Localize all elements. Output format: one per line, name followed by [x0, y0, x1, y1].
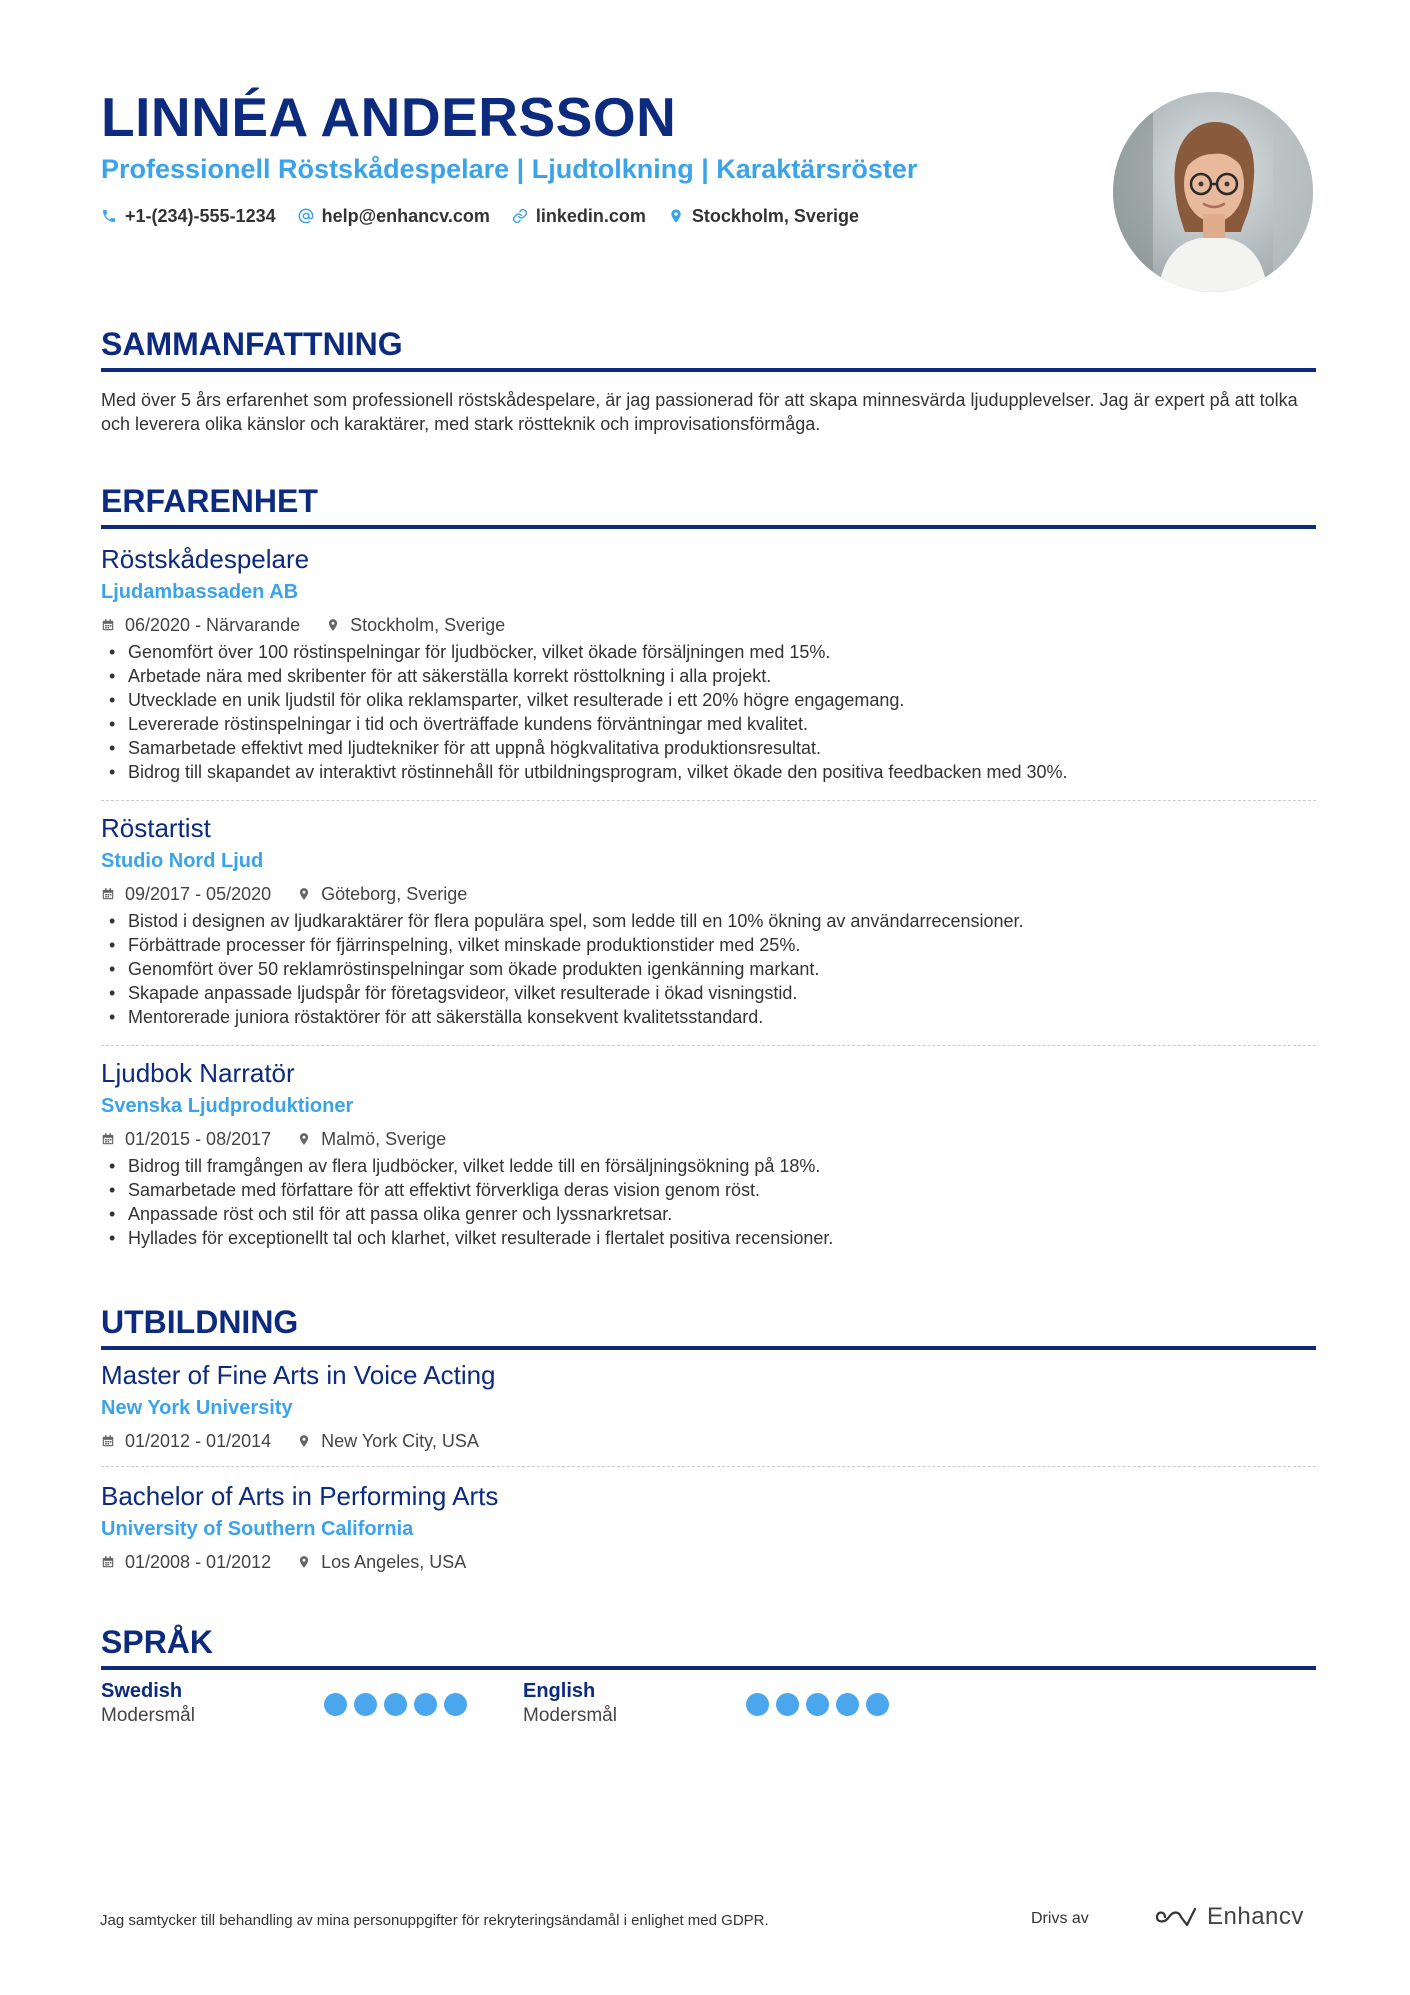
bullet-item: • Utvecklade en unik ljudstil för olika reklamsparter, vilket resulterade i ett 20% högre engagemang.: [101, 688, 1316, 712]
education-meta: [101, 1549, 1316, 1575]
job-dates: 01/2015 - 08/2017: [125, 1129, 272, 1149]
education-location: New York City, USA: [321, 1431, 479, 1451]
rating-dot: [776, 1693, 799, 1716]
summary-text: Med över 5 års erfarenhet som professionell röstskådespelare, är jag passionerad för att skapa minnesvärda ljudupplevelser. Jag är expert på att tolka och leverera olika känslor och karaktärer, med stark röstteknik och improvisationsförmåga.: [101, 390, 1298, 434]
location-text: Stockholm, Sverige: [691, 206, 859, 226]
entry-divider: [101, 800, 1316, 801]
language-level: Modersmål: [101, 1705, 195, 1726]
contact-phone[interactable]: [101, 203, 276, 229]
job-title: Röstartist: [101, 813, 211, 843]
bullet-item: • Samarbetade effektivt med ljudtekniker för att uppnå högkvalitativa produktionsresultat.: [101, 736, 1316, 760]
education-meta: [101, 1428, 1316, 1454]
phone-text: +1-(234)-555-1234: [125, 206, 276, 226]
language-rating: [324, 1693, 467, 1716]
link-icon: [512, 208, 528, 224]
job-title: Röstskådespelare: [101, 544, 310, 574]
rating-dot: [806, 1693, 829, 1716]
rating-dot: [384, 1693, 407, 1716]
bullet-item: • Genomfört över 100 röstinspelningar för ljudböcker, vilket ökade försäljningen med 15%.: [101, 640, 1316, 664]
location-pin-icon: [297, 1132, 311, 1146]
bullet-item: • Bidrog till framgången av flera ljudböcker, vilket ledde till en försäljningsökning på 18%.: [101, 1154, 1316, 1178]
bullet-item: • Levererade röstinspelningar i tid och överträffade kundens förväntningar med kvalitet.: [101, 712, 1316, 736]
calendar-icon: [101, 887, 115, 901]
job-bullets: [101, 909, 1316, 1029]
rating-dot: [836, 1693, 859, 1716]
job-location: Göteborg, Sverige: [321, 884, 468, 904]
bullet-item: • Bistod i designen av ljudkaraktärer för flera populära spel, som ledde till en 10% ökning av användarrecensioner.: [101, 909, 1316, 933]
at-sign-icon: [298, 208, 314, 224]
job-location: Stockholm, Sverige: [350, 615, 506, 635]
section-title-experience: ERFARENHET: [101, 481, 1316, 529]
brand-name: Enhancv: [1207, 1903, 1304, 1930]
linkedin-text: linkedin.com: [535, 206, 646, 226]
contact-email[interactable]: [298, 203, 490, 229]
enhancv-logo-icon: [1153, 1905, 1199, 1929]
experience-entry: [101, 811, 1316, 1029]
education-entry: [101, 1479, 1316, 1575]
bullet-item: • Mentorerade juniora röstaktörer för att säkerställa konsekvent kvalitetsstandard.: [101, 1005, 1316, 1029]
rating-dot: [746, 1693, 769, 1716]
job-meta: [101, 612, 1316, 638]
rating-dot: [866, 1693, 889, 1716]
language-item: [523, 1678, 617, 1728]
job-bullets: [101, 1154, 1316, 1250]
entry-divider: [101, 1466, 1316, 1467]
education-dates: 01/2008 - 01/2012: [125, 1552, 272, 1572]
profile-photo: [1113, 92, 1313, 292]
candidate-name: LINNÉA ANDERSSON: [101, 86, 677, 148]
section-title-summary: SAMMANFATTNING: [101, 324, 1316, 372]
calendar-icon: [101, 618, 115, 632]
job-meta: [101, 1126, 1316, 1152]
contact-linkedin[interactable]: [512, 203, 646, 229]
rating-dot: [414, 1693, 437, 1716]
school-name: New York University: [101, 1397, 293, 1419]
education-dates: 01/2012 - 01/2014: [125, 1431, 272, 1451]
company-name: Studio Nord Ljud: [101, 850, 264, 872]
section-title-languages: SPRÅK: [101, 1622, 1316, 1670]
gdpr-consent: Jag samtycker till behandling av mina personuppgifter för rekryteringsändamål i enlighet med GDPR.: [100, 1912, 769, 1929]
degree-title: Master of Fine Arts in Voice Acting: [101, 1360, 496, 1390]
experience-entry: [101, 1056, 1316, 1250]
company-name: Ljudambassaden AB: [101, 581, 299, 603]
enhancv-logo[interactable]: [1153, 1903, 1304, 1931]
rating-dot: [444, 1693, 467, 1716]
bullet-item: • Genomfört över 50 reklamröstinspelningar som ökade produkten igenkänning markant.: [101, 957, 1316, 981]
bullet-item: • Skapade anpassade ljudspår för företagsvideor, vilket resulterade i ökad visningstid.: [101, 981, 1316, 1005]
job-title: Ljudbok Narratör: [101, 1058, 295, 1088]
job-meta: [101, 881, 1316, 907]
language-name: English: [523, 1680, 596, 1702]
bullet-item: • Hyllades för exceptionellt tal och klarhet, vilket resulterade i flertalet positiva recensioner.: [101, 1226, 1316, 1250]
calendar-icon: [101, 1434, 115, 1448]
powered-by-label: Drivs av: [1031, 1910, 1089, 1927]
bullet-item: • Arbetade nära med skribenter för att säkerställa korrekt rösttolkning i alla projekt.: [101, 664, 1316, 688]
email-text: help@enhancv.com: [321, 206, 490, 226]
bullet-item: • Bidrog till skapandet av interaktivt röstinnehåll för utbildningsprogram, vilket ökade den positiva feedbacken med 30%.: [101, 760, 1316, 784]
bullet-item: • Förbättrade processer för fjärrinspelning, vilket minskade produktionstider med 25%.: [101, 933, 1316, 957]
contact-row: [101, 203, 859, 229]
location-pin-icon: [297, 1555, 311, 1569]
calendar-icon: [101, 1555, 115, 1569]
location-pin-icon: [668, 208, 684, 224]
phone-icon: [101, 208, 117, 224]
school-name: University of Southern California: [101, 1518, 414, 1540]
location-pin-icon: [326, 618, 340, 632]
language-level: Modersmål: [523, 1705, 617, 1726]
calendar-icon: [101, 1132, 115, 1146]
education-entry: [101, 1358, 1316, 1454]
language-rating: [746, 1693, 889, 1716]
language-item: [101, 1678, 195, 1728]
language-name: Swedish: [101, 1680, 183, 1702]
rating-dot: [324, 1693, 347, 1716]
degree-title: Bachelor of Arts in Performing Arts: [101, 1481, 499, 1511]
section-title-education: UTBILDNING: [101, 1302, 1316, 1350]
experience-entry: [101, 542, 1316, 784]
bullet-item: • Anpassade röst och stil för att passa olika genrer och lyssnarkretsar.: [101, 1202, 1316, 1226]
bullet-item: • Samarbetade med författare för att effektivt förverkliga deras vision genom röst.: [101, 1178, 1316, 1202]
candidate-tagline: Professionell Röstskådespelare | Ljudtolkning | Karaktärsröster: [101, 154, 918, 184]
location-pin-icon: [297, 1434, 311, 1448]
job-dates: 09/2017 - 05/2020: [125, 884, 272, 904]
rating-dot: [354, 1693, 377, 1716]
education-location: Los Angeles, USA: [321, 1552, 467, 1572]
contact-location: [668, 203, 859, 229]
job-location: Malmö, Sverige: [321, 1129, 447, 1149]
company-name: Svenska Ljudproduktioner: [101, 1095, 354, 1117]
location-pin-icon: [297, 887, 311, 901]
job-bullets: [101, 640, 1316, 784]
entry-divider: [101, 1045, 1316, 1046]
job-dates: 06/2020 - Närvarande: [125, 615, 301, 635]
